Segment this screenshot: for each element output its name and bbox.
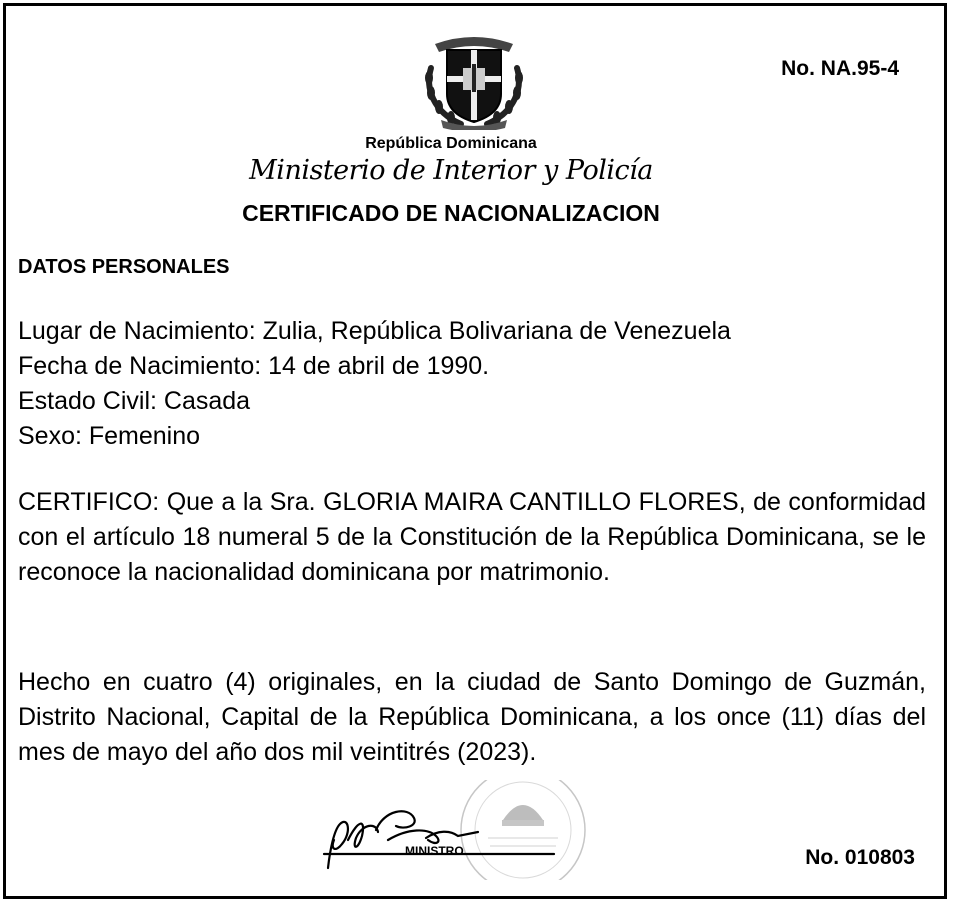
republic-name: República Dominicana xyxy=(365,135,537,152)
birthdate-field: Fecha de Nacimiento: 14 de abril de 1990. xyxy=(18,352,490,380)
birthplace-field: Lugar de Nacimiento: Zulia, República Bolivariana de Venezuela xyxy=(18,317,731,345)
minister-label: MINISTRO xyxy=(405,844,464,858)
serial-number: No. 010803 xyxy=(805,846,915,869)
civil-status-field: Estado Civil: Casada xyxy=(18,387,251,415)
ministry-name: Ministerio de Interior y Policía xyxy=(249,155,653,186)
section-heading: DATOS PERSONALES xyxy=(18,256,230,278)
sex-field: Sexo: Femenino xyxy=(18,422,201,450)
certification-paragraph: CERTIFICO: Que a la Sra. GLORIA MAIRA CANTILLO FLORES, de conformidad con el artículo 18 numeral 5 de la Constitución de la República Dominicana, se le reconoce la nacionalidad dominicana por matrimonio. xyxy=(18,488,926,586)
signature-and-seal xyxy=(318,780,608,880)
official-seal-icon xyxy=(461,780,585,880)
document-number: No. NA.95-4 xyxy=(781,57,899,80)
issuance-paragraph: Hecho en cuatro (4) originales, en la ciudad de Santo Domingo de Guzmán, Distrito Nacional, Capital de la República Dominicana, a los once (11) días del mes de mayo del año dos mil veintitrés (2023). xyxy=(18,668,926,766)
personal-data-list xyxy=(18,314,731,454)
document-title: CERTIFICADO DE NACIONALIZACION xyxy=(242,200,660,226)
coat-of-arms-icon xyxy=(421,28,527,130)
